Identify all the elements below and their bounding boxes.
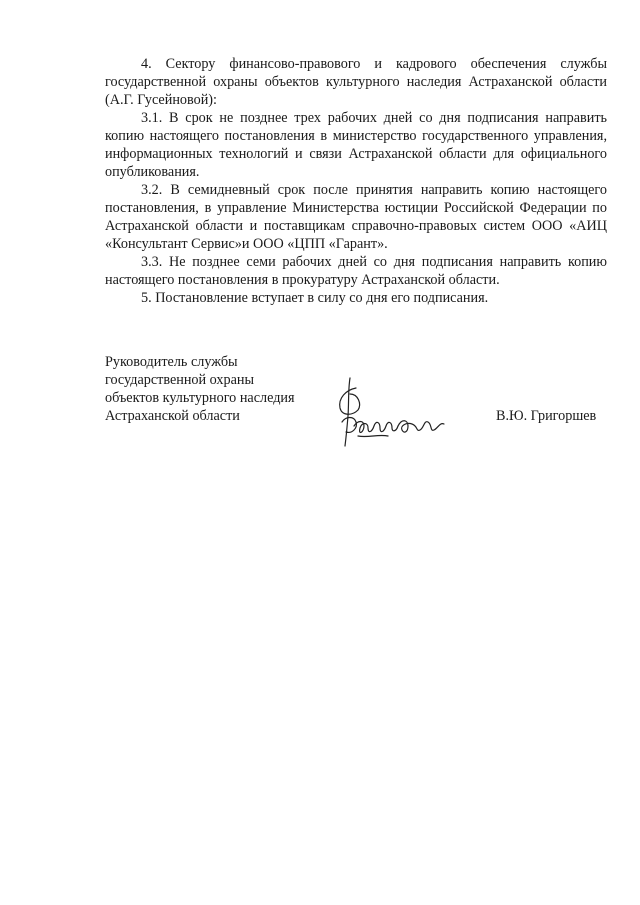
paragraph-3-2: 3.2. В семидневный срок после принятия направить копию настоящего постановления, в управление Министерства юстиции Российской Федерации по Астраханской области и поставщикам справочно-правовых систем ООО «АИЦ «Консультант Сервис»и ООО «ЦПП «Гарант». — [105, 182, 607, 252]
handwritten-signature-icon — [328, 376, 458, 448]
paragraph-3-1: 3.1. В срок не позднее трех рабочих дней со дня подписания направить копию настоящего постановления в министерство государственного управления, информационных технологий и связи Астраханской области для официального опубликования. — [105, 110, 607, 180]
paragraph-3-3: 3.3. Не позднее семи рабочих дней со дня подписания направить копию настоящего постановления в прокуратуру Астраханской области. — [105, 254, 607, 288]
paragraph-4: 4. Сектору финансово-правового и кадрового обеспечения службы государственной охраны объектов культурного наследия Астраханской области (А.Г. Гусейновой): — [105, 56, 607, 108]
position-line: объектов культурного наследия — [105, 390, 295, 406]
position-line: Руководитель службы — [105, 354, 238, 370]
paragraph-5: 5. Постановление вступает в силу со дня его подписания. — [141, 290, 489, 306]
position-line: государственной охраны — [105, 372, 255, 388]
document-body — [105, 55, 607, 307]
position-line: Астраханской области — [105, 408, 240, 424]
signer-name: В.Ю. Григоршев — [496, 408, 597, 424]
